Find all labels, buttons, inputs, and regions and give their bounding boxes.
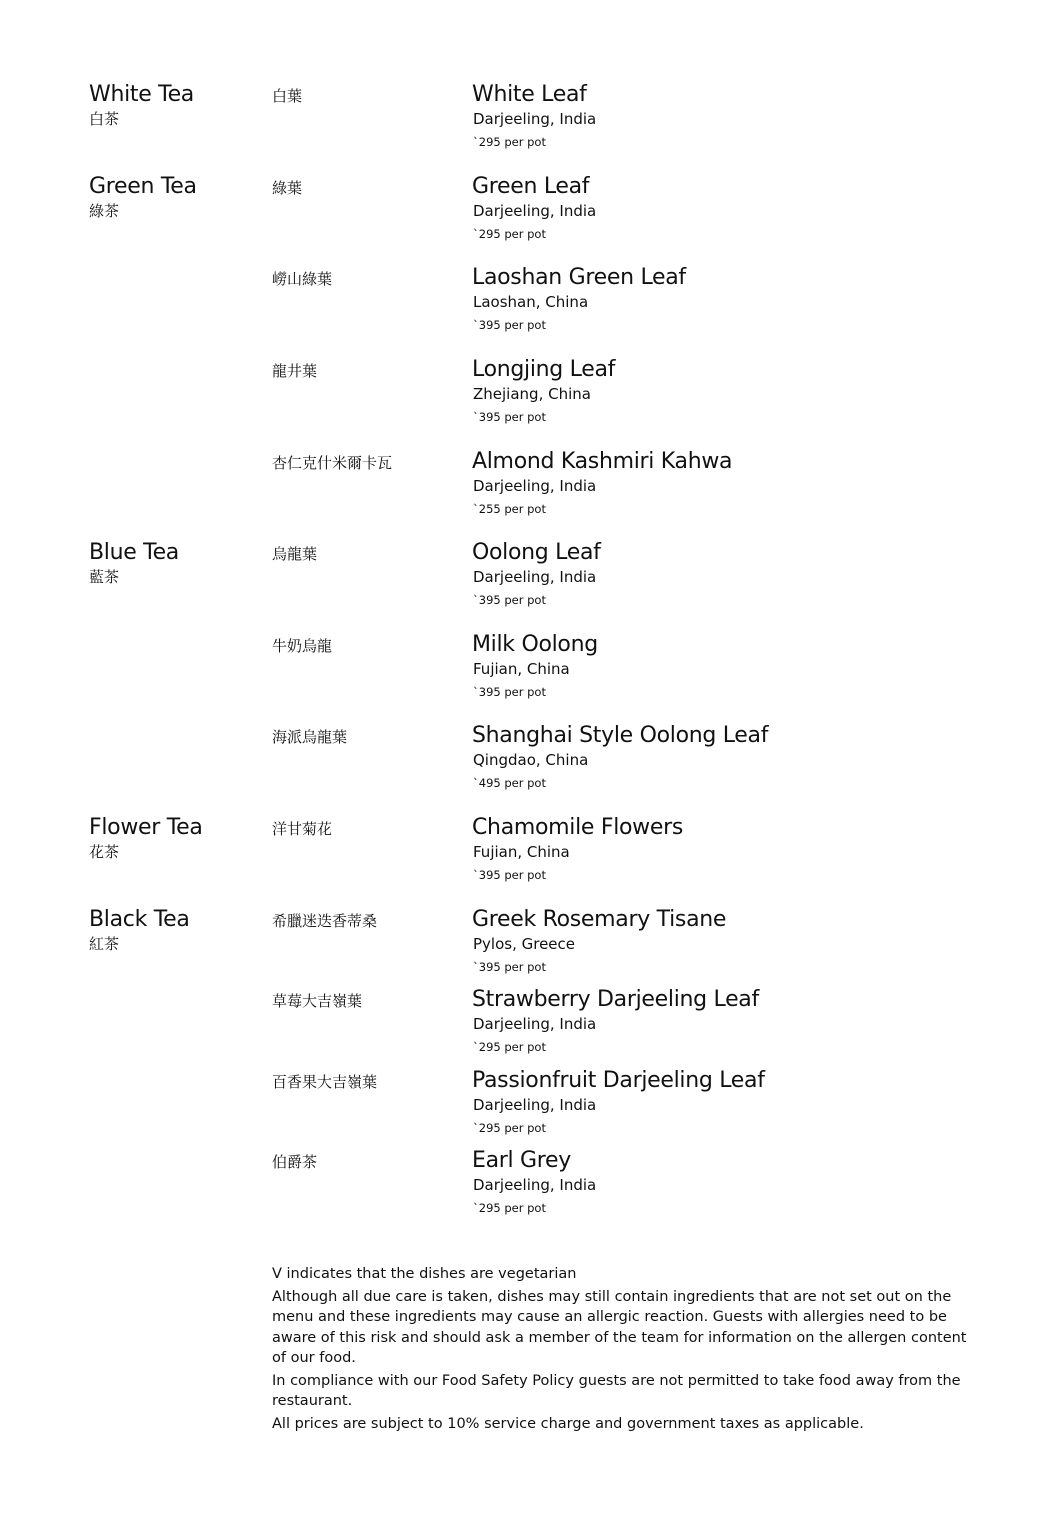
item-origin: Zhejiang, China [473, 385, 591, 403]
category-title: Green Tea [89, 174, 197, 199]
menu-item [0, 265, 1064, 345]
item-chinese-name: 嶗山綠葉 [272, 270, 333, 288]
item-price: `295 per pot [473, 1201, 546, 1215]
item-origin: Darjeeling, India [473, 568, 597, 586]
menu-item [0, 632, 1064, 712]
item-name: Greek Rosemary Tisane [472, 907, 727, 932]
item-origin: Darjeeling, India [473, 1096, 597, 1114]
takeaway-note: In compliance with our Food Safety Policy guests are not permitted to take food away from the restaurant. [272, 1372, 961, 1409]
item-chinese-name: 龍井葉 [272, 362, 318, 380]
item-name: Chamomile Flowers [472, 815, 684, 840]
menu-item [0, 174, 1064, 254]
item-origin: Fujian, China [473, 843, 570, 861]
item-price: `395 per pot [473, 868, 546, 882]
menu-item [0, 540, 1064, 620]
category-chinese-title: 花茶 [89, 843, 120, 861]
category-chinese-title: 白茶 [89, 110, 120, 128]
menu-item [0, 907, 1064, 987]
item-price: `295 per pot [473, 1040, 546, 1054]
pricing-note: All prices are subject to 10% service charge and government taxes as applicable. [272, 1415, 864, 1432]
item-price: `295 per pot [473, 227, 546, 241]
item-name: Earl Grey [472, 1148, 571, 1173]
item-origin: Darjeeling, India [473, 202, 597, 220]
menu-item [0, 1148, 1064, 1228]
item-origin: Darjeeling, India [473, 477, 597, 495]
item-origin: Darjeeling, India [473, 110, 597, 128]
item-chinese-name: 杏仁克什米爾卡瓦 [272, 454, 393, 472]
item-name: Shanghai Style Oolong Leaf [472, 723, 769, 748]
menu-item [0, 987, 1064, 1067]
item-price: `295 per pot [473, 135, 546, 149]
item-price: `255 per pot [473, 502, 546, 516]
menu-item [0, 1068, 1064, 1148]
vegetarian-note: V indicates that the dishes are vegetarian [272, 1266, 577, 1282]
item-chinese-name: 海派烏龍葉 [272, 728, 348, 746]
footer-notes [272, 1264, 972, 1436]
allergen-note: Although all due care is taken, dishes may still contain ingredients that are not set out on the menu and these ingredients may cause an allergic reaction. Guests with allergies need to be aware of this risk and should ask a member of the team for information on the allergen content of our food. [272, 1288, 967, 1366]
menu-item [0, 815, 1064, 895]
item-name: Oolong Leaf [472, 540, 601, 565]
item-name: Green Leaf [472, 174, 590, 199]
item-name: Laoshan Green Leaf [472, 265, 686, 290]
category-title: Blue Tea [89, 540, 179, 565]
category-chinese-title: 紅茶 [89, 935, 120, 953]
item-origin: Laoshan, China [473, 293, 589, 311]
item-price: `495 per pot [473, 776, 546, 790]
item-origin: Fujian, China [473, 660, 570, 678]
item-name: Milk Oolong [472, 632, 598, 657]
category-chinese-title: 藍茶 [89, 568, 120, 586]
item-chinese-name: 草莓大吉嶺葉 [272, 992, 363, 1010]
item-name: Passionfruit Darjeeling Leaf [472, 1068, 765, 1093]
item-name: Longjing Leaf [472, 357, 616, 382]
item-price: `395 per pot [473, 960, 546, 974]
item-origin: Pylos, Greece [473, 935, 576, 953]
item-origin: Qingdao, China [473, 751, 589, 769]
menu-item [0, 82, 1064, 162]
item-origin: Darjeeling, India [473, 1015, 597, 1033]
item-chinese-name: 伯爵茶 [272, 1153, 318, 1171]
item-name: Almond Kashmiri Kahwa [472, 449, 733, 474]
category-title: Flower Tea [89, 815, 203, 840]
item-price: `295 per pot [473, 1121, 546, 1135]
category-chinese-title: 綠茶 [89, 202, 120, 220]
item-chinese-name: 洋甘菊花 [272, 820, 333, 838]
item-name: White Leaf [472, 82, 587, 107]
item-chinese-name: 烏龍葉 [272, 545, 318, 563]
item-chinese-name: 希臘迷迭香蒂桑 [272, 912, 378, 930]
item-chinese-name: 白葉 [272, 87, 303, 105]
item-price: `395 per pot [473, 593, 546, 607]
menu-item [0, 723, 1064, 803]
item-price: `395 per pot [473, 685, 546, 699]
item-price: `395 per pot [473, 318, 546, 332]
menu-item [0, 357, 1064, 437]
item-chinese-name: 百香果大吉嶺葉 [272, 1073, 378, 1091]
item-chinese-name: 牛奶烏龍 [272, 637, 333, 655]
item-origin: Darjeeling, India [473, 1176, 597, 1194]
item-chinese-name: 綠葉 [272, 179, 303, 197]
item-name: Strawberry Darjeeling Leaf [472, 987, 759, 1012]
menu-item [0, 449, 1064, 529]
category-title: White Tea [89, 82, 194, 107]
item-price: `395 per pot [473, 410, 546, 424]
category-title: Black Tea [89, 907, 190, 932]
